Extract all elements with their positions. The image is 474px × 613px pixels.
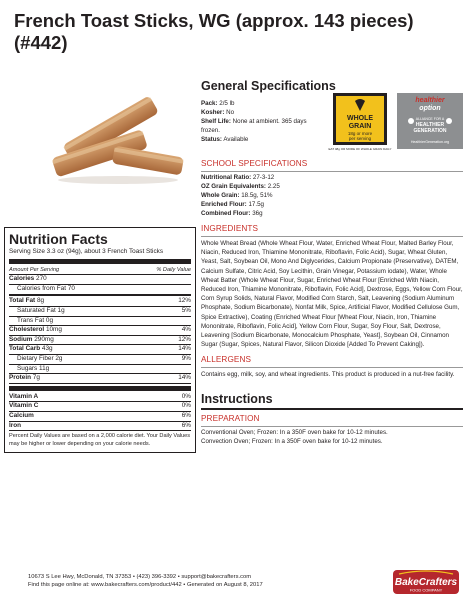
instructions-heading: Instructions [201, 391, 273, 406]
french-toast-sticks-image [50, 96, 185, 186]
preparation-line-convection: Convection Oven; Frozen: In a 350F oven bake for 10-12 minutes. [201, 437, 383, 445]
nutrient-row: Cholesterol 10mg 4% [9, 326, 191, 334]
footer-url: Find this page online at: www.bakecrafters.com/product/442 • Generated on August 8, 2017 [28, 582, 263, 588]
ingredients-heading: INGREDIENTS [201, 224, 259, 233]
spec-whole-grain: Whole Grain: 18.5g, 51% [201, 192, 273, 199]
allergens-text: Contains egg, milk, soy, and wheat ingredients. This product is produced in a nut-free facility. [201, 371, 455, 379]
bakecrafters-logo [393, 570, 459, 594]
svg-text:per serving: per serving [348, 136, 372, 141]
svg-text:option: option [419, 105, 441, 112]
nutrient-row: Saturated Fat 1g 5% [17, 306, 191, 314]
amount-per-serving-row: Amount Per Serving % Daily Value [9, 266, 191, 273]
whole-grain-stamp-logo [328, 93, 392, 153]
serving-size: Serving Size 3.3 oz (94g), about 3 French Toast Sticks [9, 248, 164, 255]
spec-nutritional-ratio: Nutritional Ratio: 27-3-12 [201, 174, 275, 181]
nutrient-row: Total Fat 8g 12% [9, 297, 191, 305]
svg-text:GRAIN: GRAIN [348, 123, 372, 130]
spec-oz-grain: OZ Grain Equivalents: 2.25 [201, 183, 280, 190]
vitamin-row: Vitamin A 0% [9, 392, 191, 400]
spec-pack: Pack: 2/5 lb [201, 100, 235, 107]
vitamin-rows [9, 393, 191, 430]
svg-text:HealthierGeneration.org: HealthierGeneration.org [410, 140, 450, 144]
nutrition-facts-label [4, 227, 196, 453]
nutrient-row: Protein 7g 14% [9, 374, 191, 382]
certification-logos [328, 93, 463, 153]
vitamin-row: Iron 6% [9, 421, 191, 429]
vitamin-row: Calcium 6% [9, 411, 191, 419]
spec-kosher: Kosher: No [201, 109, 235, 116]
svg-text:HEALTHIER: HEALTHIER [415, 122, 445, 128]
svg-text:healthier: healthier [415, 97, 445, 104]
specifications-column [201, 79, 463, 446]
school-spec-list [201, 173, 463, 218]
preparation-heading: PREPARATION [201, 413, 260, 423]
footer-contact: 10673 S Lee Hwy, McDonald, TN 37353 • (423) 396-3392 • support@bakecrafters.com [28, 574, 252, 580]
nutrient-row: Dietary Fiber 2g 9% [17, 354, 191, 362]
nutrient-row: Total Carb 43g 14% [9, 345, 191, 353]
svg-text:GENERATION: GENERATION [413, 128, 447, 134]
calories-row: Calories 270 [9, 275, 47, 283]
svg-text:WHOLE: WHOLE [346, 115, 374, 122]
calories-from-fat-row: Calories from Fat 70 [17, 284, 75, 292]
nutrient-row: Trans Fat 0g [17, 316, 53, 324]
svg-text:FOOD COMPANY: FOOD COMPANY [409, 587, 443, 593]
ingredients-text: Whole Wheat Bread (Whole Wheat Flour, Water, Enriched Wheat Flour, Malted Barley Flour, Niacin, Reduced Iron, Thiamine Mononitrate, Riboflavin, Folic Acid), Sugar, Wheat Gluten, Yeast, Salt, Soybean Oil, Mono And Diglycerides, Calcium Propionate (Preservative), DATEM, Calcium Sulfate, Citric Acid, Soy Lecithin, Grain Vinegar, Potassium iodate), Water, Whole Wheat Batter (Whole Wheat Flour, Sugar, Enriched Wheat Flour [Enriched With Niacin, Reduced Iron, Thiamine Mononitrate, Riboflavin, Folic Acid], Dextrose, Eggs, Yellow Corn Flour, Corn Syrup Solids, Natural Flavor, Modified Corn Starch, Salt, Leavening (Sodium Aluminum Phosphate, Sodium Bicarbonate), Nonfat Milk, Spice, Artificial Flavor, Modified Cellulose Gum, Spice Extractive), Coating (Enriched Wheat Flour [Wheat Flour, Niacin, Iron, Thiamine Mononitrate, Riboflavin, Folic Acid], Yellow Corn Flour, Sugar, Soy Flour, Salt, Dextrose, Leavening [Sodium Bicarbonate, Monocalcium Phosphate, Yeast], Soybean Oil, Cinnamon Sugar (Sugar, Spices, Natural Flavor, Silicon Dioxide [Added To Prevent Caking]). [201, 240, 463, 349]
general-specifications-heading: General Specifications [201, 79, 336, 93]
healthier-option-logo [397, 93, 463, 149]
svg-text:ALLIANCE FOR A: ALLIANCE FOR A [415, 117, 445, 121]
preparation-line-conventional: Conventional Oven; Frozen: In a 350F oven bake for 10-12 minutes. [201, 428, 388, 436]
allergens-heading: ALLERGENS [201, 355, 252, 365]
svg-text:EAT 48g OR MORE OF WHOLE GRAIN: EAT 48g OR MORE OF WHOLE GRAIN DAILY [328, 147, 392, 151]
daily-value-footnote: Percent Daily Values are based on a 2,000 calorie diet. Your Daily Values may be higher or lower depending on your calorie needs. [9, 433, 191, 447]
nutrition-facts-title: Nutrition Facts [9, 231, 108, 247]
nutrient-row: Sugars 11g [17, 364, 50, 372]
vitamin-row: Vitamin C 0% [9, 402, 191, 410]
spec-enriched-flour: Enriched Flour: 17.5g [201, 201, 264, 208]
spec-shelf-life: Shelf Life: None at ambient. 365 days frozen. [201, 118, 307, 134]
page-title: French Toast Sticks, WG (approx. 143 pieces) (#442) [14, 10, 414, 53]
svg-text:BakeCrafters: BakeCrafters [394, 577, 458, 588]
footer [28, 573, 263, 589]
school-specifications-heading: SCHOOL SPECIFICATIONS [201, 159, 308, 168]
spec-combined-flour: Combined Flour: 36g [201, 210, 263, 217]
nutrient-rows [9, 297, 191, 383]
svg-text:18g or more: 18g or more [347, 131, 373, 136]
spec-status: Status: Available [201, 136, 249, 143]
nutrient-row: Sodium 290mg 12% [9, 335, 191, 343]
